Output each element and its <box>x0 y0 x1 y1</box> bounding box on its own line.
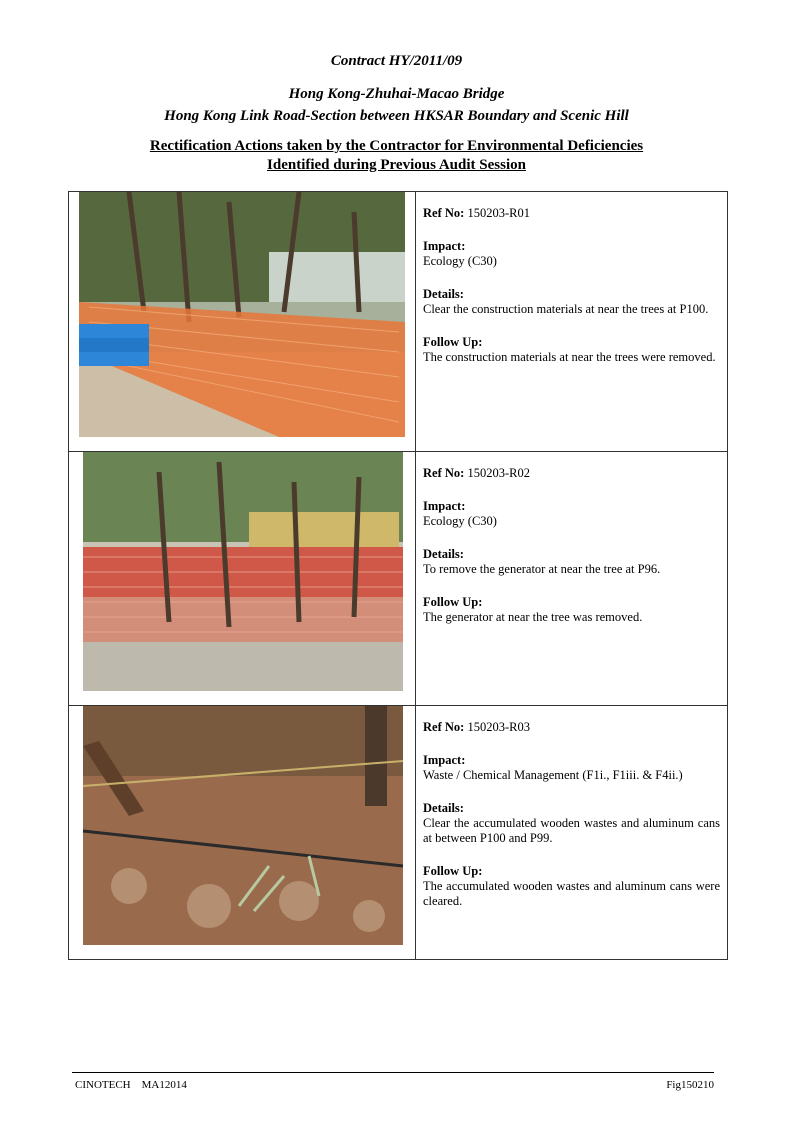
table-row <box>69 452 728 706</box>
footer-rule <box>72 1072 714 1073</box>
impact-value: Ecology (C30) <box>423 254 497 268</box>
followup-label: Follow Up: <box>423 595 483 609</box>
site-photo-cleared-ground <box>69 706 415 945</box>
photo-cell <box>69 706 416 960</box>
document-title-line1: Rectification Actions taken by the Contractor for Environmental Deficiencies <box>149 138 644 154</box>
impact-label: Impact: <box>423 499 466 513</box>
followup-label: Follow Up: <box>423 335 483 349</box>
ref-number: 150203-R01 <box>467 206 530 220</box>
ref-label: Ref No: <box>423 466 465 480</box>
entry-details-2 <box>416 452 728 706</box>
document-title-line2: Identified during Previous Audit Session <box>267 157 526 173</box>
followup-value: The accumulated wooden wastes and aluminum cans were cleared. <box>423 879 720 908</box>
table-row <box>69 192 728 452</box>
project-name: Hong Kong-Zhuhai-Macao Bridge <box>288 86 505 102</box>
photo-cell <box>69 192 416 452</box>
details-label: Details: <box>423 547 464 561</box>
followup-value: The construction materials at near the trees were removed. <box>423 350 716 364</box>
followup-label: Follow Up: <box>423 864 483 878</box>
details-label: Details: <box>423 287 464 301</box>
site-photo-generator-area <box>69 452 415 691</box>
impact-value: Ecology (C30) <box>423 514 497 528</box>
rectification-table <box>68 191 728 960</box>
ref-label: Ref No: <box>423 720 465 734</box>
ref-number: 150203-R03 <box>467 720 530 734</box>
details-value: To remove the generator at near the tree at P96. <box>423 562 661 576</box>
photo-cell <box>69 452 416 706</box>
details-value: Clear the construction materials at near the trees at P100. <box>423 302 709 316</box>
footer-right: Fig150210 <box>666 1079 714 1091</box>
section-name: Hong Kong Link Road-Section between HKSAR Boundary and Scenic Hill <box>164 108 629 124</box>
followup-value: The generator at near the tree was removed. <box>423 610 643 624</box>
entry-details-3 <box>416 706 728 960</box>
table-row <box>69 706 728 960</box>
entry-details-1 <box>416 192 728 452</box>
details-label: Details: <box>423 801 464 815</box>
ref-label: Ref No: <box>423 206 465 220</box>
impact-label: Impact: <box>423 239 466 253</box>
contract-number: Contract HY/2011/09 <box>330 53 463 69</box>
details-value: Clear the accumulated wooden wastes and aluminum cans at between P100 and P99. <box>423 816 720 845</box>
site-photo-trees-fence <box>69 192 415 437</box>
ref-number: 150203-R02 <box>467 466 530 480</box>
impact-value: Waste / Chemical Management (F1i., F1iii. & F4ii.) <box>423 768 683 782</box>
footer-left: CINOTECH MA12014 <box>75 1079 187 1091</box>
impact-label: Impact: <box>423 753 466 767</box>
